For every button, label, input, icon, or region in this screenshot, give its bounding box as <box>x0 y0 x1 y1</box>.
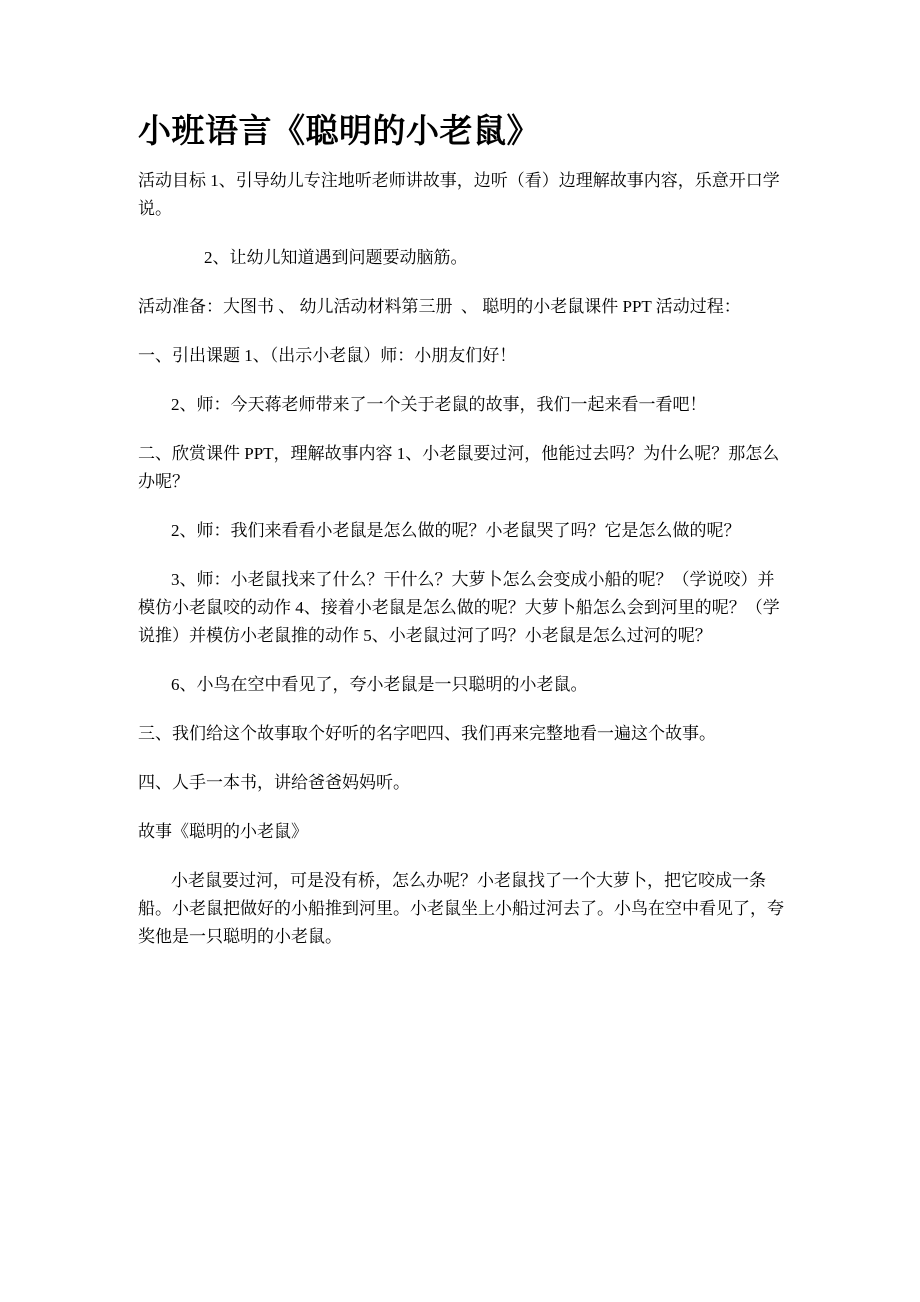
paragraph-story-heading: 故事《聪明的小老鼠》 <box>138 822 308 841</box>
paragraph-story-body: 小老鼠要过河，可是没有桥，怎么办呢？小老鼠找了一个大萝卜，把它咬成一条船。小老鼠把做好的小船推到河里。小老鼠坐上小船过河去了。小鸟在空中看见了，夸奖他是一只聪明的小老鼠。 <box>138 871 784 946</box>
paragraph-section-4: 四、人手一本书，讲给爸爸妈妈听。 <box>138 773 410 792</box>
paragraph-section-1-item-2: 2、师：今天蒋老师带来了一个关于老鼠的故事，我们一起来看一看吧！ <box>171 395 707 414</box>
paragraph-section-3: 三、我们给这个故事取个好听的名字吧四、我们再来完整地看一遍这个故事。 <box>138 724 716 743</box>
paragraph-section-2-item-2: 2、师：我们来看看小老鼠是怎么做的呢？小老鼠哭了吗？它是怎么做的呢？ <box>171 521 741 540</box>
paragraph-goal-2: 2、让幼儿知道遇到问题要动脑筋。 <box>204 248 468 267</box>
paragraph-activity-goals: 活动目标 1、引导幼儿专注地听老师讲故事，边听（看）边理解故事内容，乐意开口学说。 <box>138 171 780 218</box>
paragraph-section-2-item-6: 6、小鸟在空中看见了，夸小老鼠是一只聪明的小老鼠。 <box>171 675 588 694</box>
paragraph-section-2-intro: 二、欣赏课件 PPT，理解故事内容 1、小老鼠要过河，他能过去吗？为什么呢？那怎么办呢？ <box>138 444 780 491</box>
document-title: 小班语言《聪明的小老鼠》 <box>138 112 540 149</box>
paragraph-section-2-items-3-4-5: 3、师：小老鼠找来了什么？干什么？大萝卜怎么会变成小船的呢？（学说咬）并模仿小老鼠咬的动作 4、接着小老鼠是怎么做的呢？大萝卜船怎么会到河里的呢？（学说推）并模仿小老鼠推的动作 5、小老鼠过河了吗？小老鼠是怎么过河的呢？ <box>138 570 780 645</box>
paragraph-activity-preparation: 活动准备：大图书 、 幼儿活动材料第三册 、 聪明的小老鼠课件 PPT 活动过程： <box>138 297 741 316</box>
paragraph-section-1-intro: 一、引出课题 1、（出示小老鼠）师：小朋友们好！ <box>138 346 517 365</box>
